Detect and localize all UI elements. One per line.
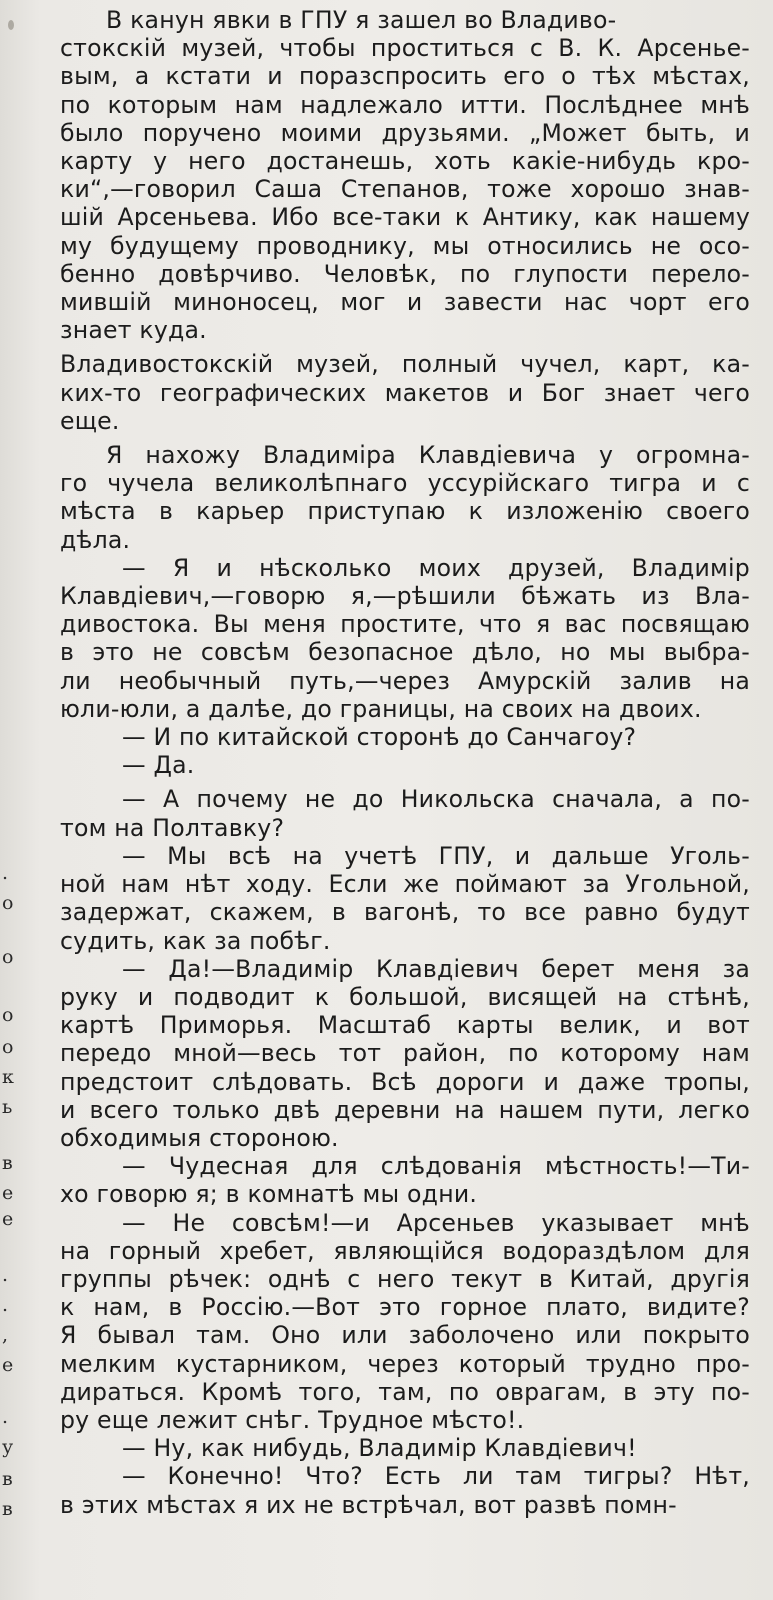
- text-line: картѣ Приморья. Масштаб карты велик, и вот: [60, 1011, 750, 1040]
- left-col-char: к: [2, 1066, 14, 1088]
- text-line: шiй Арсеньева. Ибо все-таки к Антику, как нашему: [60, 203, 750, 232]
- text-line: по которым нам надлежало итти. Послѣднее мнѣ: [60, 90, 750, 119]
- text-line: — Не совсѣм!—и Арсеньев указывает мнѣ: [122, 1208, 750, 1237]
- text-line: группы рѣчек: однѣ с него текут в Китай, другiя: [60, 1264, 750, 1293]
- text-line: Владивостокскiй музей, полный чучел, карт, ка-: [60, 350, 750, 379]
- text-line: го чучела великолѣпнаго уссурiйскаго тигра и с: [60, 469, 750, 498]
- text-line: было поручено моими друзьями. „Может быть, и: [60, 118, 750, 147]
- text-line: Я нахожу Владимiра Клавдiевича у огромна-: [106, 441, 750, 470]
- text-line: ной нам нѣт ходу. Если же поймают за Угольной,: [60, 870, 750, 899]
- text-line: Клавдiевич,—говорю я,—рѣшили бѣжать из Вла-: [60, 582, 750, 611]
- text-line: предстоит слѣдовать. Всѣ дороги и даже тропы,: [60, 1067, 750, 1096]
- text-line: дѣла.: [60, 525, 131, 554]
- left-col-char: .: [2, 1264, 9, 1286]
- text-line: на горный хребет, являющiйся водораздѣлом для: [60, 1236, 750, 1265]
- text-line: — Да!—Владимiр Клавдiевич берет меня за: [122, 954, 750, 983]
- text-line: бенно довѣрчиво. Человѣк, по глупости перело-: [60, 259, 750, 288]
- text-line: судить, как за побѣг.: [60, 926, 331, 955]
- left-col-char: о: [2, 1004, 14, 1026]
- left-col-char: е: [2, 1182, 14, 1204]
- text-line: — Ну, как нибудь, Владимiр Клавдiевич!: [122, 1434, 637, 1463]
- left-col-char: о: [2, 892, 14, 914]
- text-line: мившiй миноносец, мог и завести нас чорт его: [60, 288, 750, 317]
- text-line: передо мной—весь тот район, по которому нам: [60, 1039, 750, 1068]
- left-col-char: е: [2, 1208, 14, 1230]
- left-col-char: .: [2, 1294, 9, 1316]
- text-line: ли необычный путь,—через Амурскiй залив на: [60, 666, 750, 695]
- text-line: — Мы всѣ на учетѣ ГПУ, и дальше Уголь-: [122, 841, 750, 870]
- text-line: дираться. Кромѣ того, там, по оврагам, в эту по-: [60, 1377, 750, 1406]
- text-line: мелким кустарником, через который трудно про-: [60, 1349, 750, 1378]
- text-line: руку и подводит к большой, висящей на стѣнѣ,: [60, 982, 750, 1011]
- left-col-char: ь: [2, 1096, 13, 1118]
- text-line: — Чудесная для слѣдованiя мѣстность!—Ти-: [122, 1152, 750, 1181]
- left-col-char: в: [2, 1498, 13, 1520]
- text-line: Я бывал там. Оно или заболочено или покрыто: [60, 1321, 750, 1350]
- text-line: в этих мѣстах я их не встрѣчал, вот развѣ помн-: [60, 1490, 677, 1519]
- left-col-char: в: [2, 1152, 13, 1174]
- text-line: — И по китайской сторонѣ до Санчагоу?: [122, 723, 637, 752]
- text-line: задержат, скажем, в вагонѣ, то все равно будут: [60, 898, 750, 927]
- left-col-char: .: [2, 1406, 9, 1428]
- text-line: — А почему не до Никольска сначала, а по-: [122, 785, 750, 814]
- text-line: и всего только двѣ деревни на нашем пути, легко: [60, 1095, 750, 1124]
- text-line: в это не совсѣм безопасное дѣло, но мы выбра-: [60, 638, 750, 667]
- text-line: дивостока. Вы меня простите, что я вас посвящаю: [60, 610, 750, 639]
- text-line: ки“,—говорил Саша Степанов, тоже хорошо знав-: [60, 175, 750, 204]
- text-line: ру еще лежит снѣг. Трудное мѣсто!.: [60, 1405, 525, 1434]
- text-line: вым, а кстати и поразспросить его о тѣх мѣстах,: [60, 62, 750, 91]
- text-line: мѣста в карьер приступаю к изложенiю своего: [60, 497, 750, 526]
- adjacent-column-fragment: [2, 0, 18, 1600]
- text-line: карту у него достанешь, хоть какiе-нибудь кро-: [60, 147, 750, 176]
- left-col-char: .: [2, 862, 9, 884]
- left-col-char: ,: [2, 1324, 9, 1346]
- text-line: к нам, в Россiю.—Вот это горное плато, видите?: [60, 1293, 750, 1322]
- text-line: обходимыя стороною.: [60, 1123, 339, 1152]
- text-line: — Я и нѣсколько моих друзей, Владимiр: [122, 553, 750, 582]
- text-line: еще.: [60, 406, 120, 435]
- text-line: му будущему проводнику, мы относились не осо-: [60, 231, 750, 260]
- left-col-char: о: [2, 1036, 14, 1058]
- text-line: хо говорю я; в комнатѣ мы одни.: [60, 1180, 478, 1209]
- text-line: стокскiй музей, чтобы проститься с В. К. Арсенье-: [60, 34, 750, 63]
- text-line: — Конечно! Что? Есть ли там тигры? Нѣт,: [122, 1462, 750, 1491]
- text-line: В канун явки в ГПУ я зашел во Владиво-: [106, 6, 617, 34]
- text-line: том на Полтавку?: [60, 813, 285, 842]
- article-column: [60, 6, 750, 1519]
- text-line: юли-юли, а далѣе, до границы, на своих на двоих.: [60, 694, 702, 723]
- left-col-char: в: [2, 1468, 13, 1490]
- left-col-char: у: [2, 1436, 14, 1458]
- text-line: знает куда.: [60, 316, 207, 345]
- left-col-char: о: [2, 946, 14, 968]
- text-line: — Да.: [122, 751, 195, 780]
- text-line: ких-то географических макетов и Бог знает чего: [60, 378, 750, 407]
- left-col-char: е: [2, 1354, 14, 1376]
